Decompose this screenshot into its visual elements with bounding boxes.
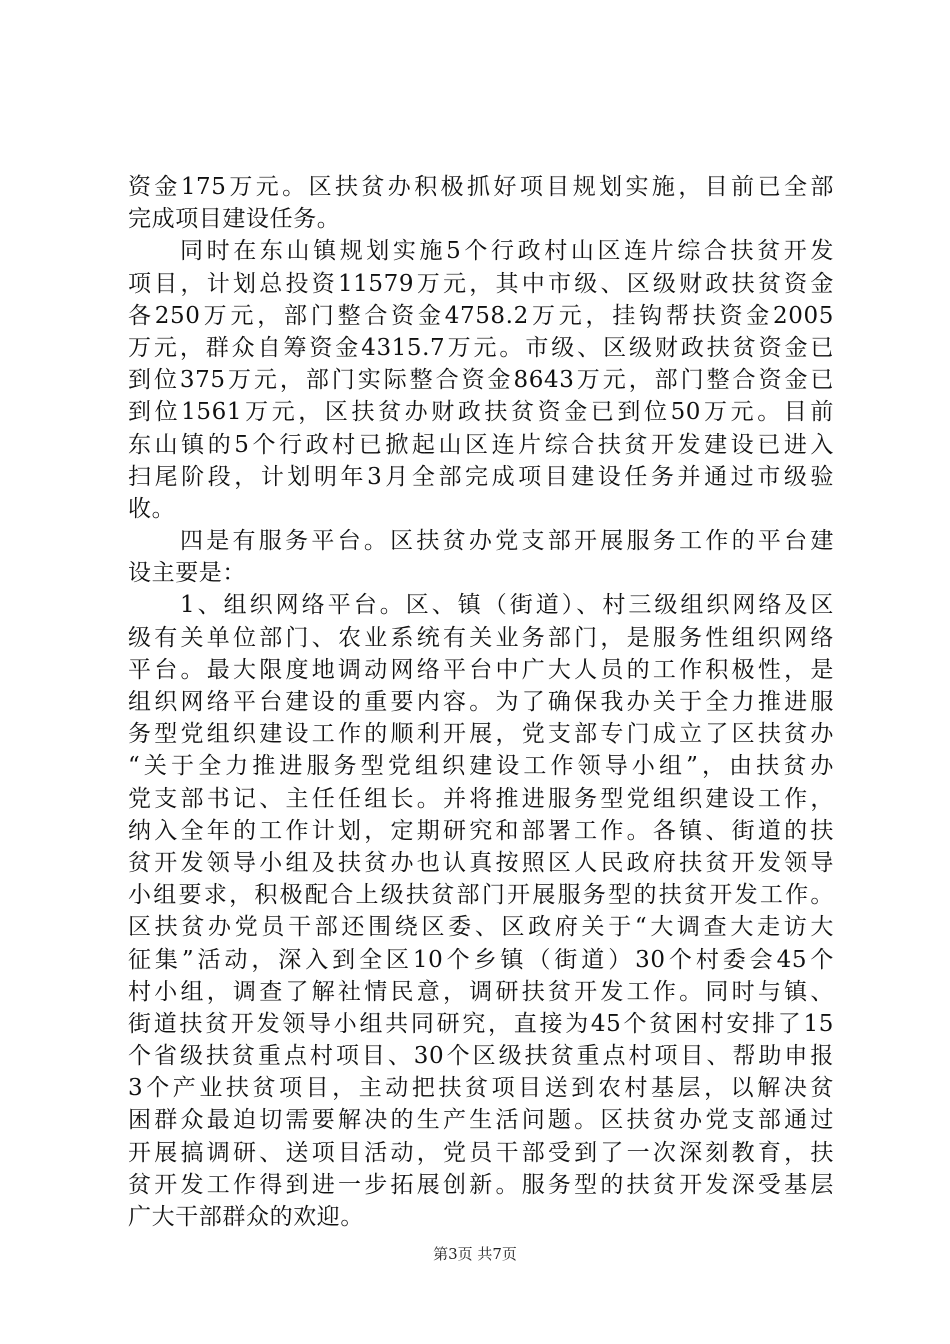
text-line: 到位1561万元，区扶贫办财政扶贫资金已到位50万元。目前: [128, 399, 834, 426]
text-line: 小组要求，积极配合上级扶贫部门开展服务型的扶贫开发工作。: [128, 882, 834, 909]
text-line: 贫开发工作得到进一步拓展创新。服务型的扶贫开发深受基层: [128, 1171, 834, 1198]
text-line: 扫尾阶段，计划明年3月全部完成项目建设任务并通过市级验: [128, 463, 834, 490]
text-line: 资金175万元。区扶贫办积极抓好项目规划实施，目前已全部: [128, 174, 834, 200]
text-line: 开展搞调研、送项目活动，党员干部受到了一次深刻教育，扶: [128, 1139, 834, 1166]
text-line: 个省级扶贫重点村项目、30个区级扶贫重点村项目、帮助申报: [128, 1043, 834, 1070]
text-line: 务型党组织建设工作的顺利开展，党支部专门成立了区扶贫办: [128, 721, 834, 748]
text-line: 组织网络平台建设的重要内容。为了确保我办关于全力推进服: [128, 689, 834, 715]
text-line: 同时在东山镇规划实施5个行政村山区连片综合扶贫开发: [180, 238, 834, 265]
page-footer: 第3页 共7页: [433, 1245, 517, 1263]
text-line: 区扶贫办党员干部还围绕区委、区政府关于“大调查大走访大: [128, 914, 834, 941]
text-line: 党支部书记、主任任组长。并将推进服务型党组织建设工作，: [128, 785, 834, 812]
text-line: 1、组织网络平台。区、镇（街道）、村三级组织网络及区: [180, 592, 834, 619]
text-line: 贫开发领导小组及扶贫办也认真按照区人民政府扶贫开发领导: [128, 849, 834, 876]
text-line: 各250万元，部门整合资金4758.2万元，挂钩帮扶资金2005: [128, 302, 834, 329]
text-line: “关于全力推进服务型党组织建设工作领导小组”，由扶贫办: [128, 753, 834, 780]
text-line: 纳入全年的工作计划，定期研究和部署工作。各镇、街道的扶: [128, 817, 834, 844]
text-line: 村小组，调查了解社情民意，调研扶贫开发工作。同时与镇、: [128, 978, 834, 1005]
text-line: 街道扶贫开发领导小组共同研究，直接为45个贫困村安排了15: [128, 1010, 834, 1037]
text-line: 困群众最迫切需要解决的生产生活问题。区扶贫办党支部通过: [128, 1107, 834, 1134]
text-line: 收。: [128, 495, 176, 522]
text-line: 完成项目建设任务。: [128, 206, 341, 233]
text-line: 征集”活动，深入到全区10个乡镇（街道）30个村委会45个: [128, 946, 834, 973]
text-line: 万元，群众自筹资金4315.7万元。市级、区级财政扶贫资金已: [128, 334, 834, 361]
document-body: [128, 171, 834, 1233]
text-line: 到位375万元，部门实际整合资金8643万元，部门整合资金已: [128, 367, 834, 394]
text-line: 东山镇的5个行政村已掀起山区连片综合扶贫开发建设已进入: [128, 431, 834, 458]
text-line: 3个产业扶贫项目，主动把扶贫项目送到农村基层，以解决贫: [128, 1075, 834, 1102]
text-line: 项目，计划总投资11579万元，其中市级、区级财政扶贫资金: [128, 270, 834, 297]
text-line: 设主要是：: [128, 560, 246, 587]
text-line: 广大干部群众的欢迎。: [128, 1204, 364, 1230]
text-line: 平台。最大限度地调动网络平台中广大人员的工作积极性，是: [128, 656, 834, 683]
text-line: 四是有服务平台。区扶贫办党支部开展服务工作的平台建: [180, 528, 834, 555]
text-line: 级有关单位部门、农业系统有关业务部门，是服务性组织网络: [128, 624, 834, 651]
